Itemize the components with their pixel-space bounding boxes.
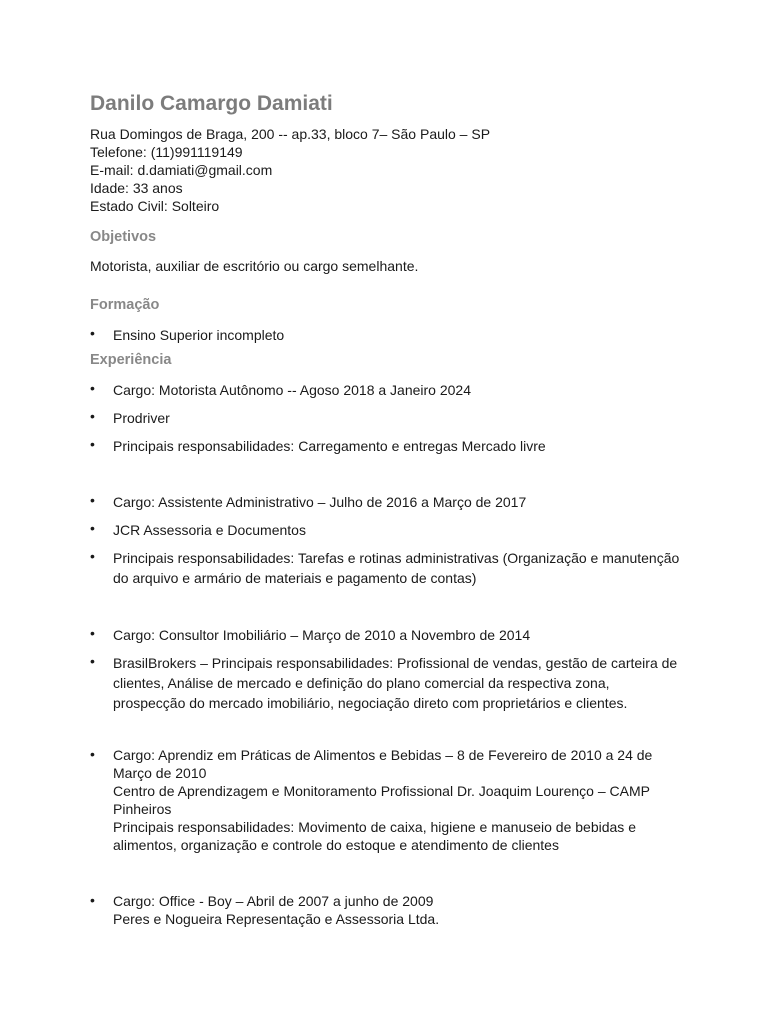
experience-block-aprendiz [113, 746, 680, 854]
aprendiz-company: Centro de Aprendizagem e Monitoramento Profissional Dr. Joaquim Lourenço – CAMP Pinheiros [113, 783, 650, 817]
list-item [90, 625, 680, 645]
bullet-icon: • [90, 436, 95, 452]
bullet-icon: • [90, 625, 95, 641]
list-item [90, 492, 680, 512]
bullet-icon: • [90, 325, 95, 341]
experience-item: Prodriver [113, 410, 170, 426]
aprendiz-role: Cargo: Aprendiz em Práticas de Alimentos e Bebidas – 8 de Fevereiro de 2010 a 24 de Março de 2010 [113, 747, 653, 781]
experience-block-office [113, 892, 680, 928]
civil-status-line: Estado Civil: Solteiro [90, 198, 220, 214]
list-item [90, 892, 680, 928]
contact-block [90, 125, 490, 215]
list-item [90, 325, 680, 345]
office-role: Cargo: Office - Boy – Abril de 2007 a junho de 2009 [113, 893, 434, 909]
list-item [90, 520, 680, 540]
section-title-experiencia: Experiência [90, 352, 172, 368]
candidate-name: Danilo Camargo Damiati [90, 92, 333, 115]
experience-item: Principais responsabilidades: Carregamento e entregas Mercado livre [113, 438, 546, 454]
experience-item: Cargo: Motorista Autônomo -- Agoso 2018 a Janeiro 2024 [113, 382, 471, 398]
list-item [90, 548, 680, 588]
bullet-icon: • [90, 548, 95, 564]
email-line: E-mail: d.damiati@gmail.com [90, 162, 273, 178]
address-line: Rua Domingos de Braga, 200 -- ap.33, bloco 7– São Paulo – SP [90, 126, 491, 142]
experience-item: Principais responsabilidades: Tarefas e rotinas administrativas (Organização e manutenção do arquivo e armário de materiais e pagamento de contas) [113, 550, 680, 586]
experience-item: JCR Assessoria e Documentos [113, 522, 306, 538]
experience-item: BrasilBrokers – Principais responsabilidades: Profissional de vendas, gestão de carteira de clientes, Análise de mercado e definição do plano comercial da respectiva zona, prospecção do mercado imobiliário, negociação direto com proprietários e clientes. [113, 655, 678, 711]
age-line: Idade: 33 anos [90, 180, 183, 196]
bullet-icon: • [90, 520, 95, 536]
office-company: Peres e Nogueira Representação e Assessoria Ltda. [113, 911, 440, 927]
phone-line: Telefone: (11)991119149 [90, 144, 243, 160]
experience-item: Cargo: Assistente Administrativo – Julho de 2016 a Março de 2017 [113, 494, 527, 510]
bullet-icon: • [90, 492, 95, 508]
bullet-icon: • [90, 746, 95, 762]
formacao-item: Ensino Superior incompleto [113, 327, 285, 343]
bullet-icon: • [90, 380, 95, 396]
experience-item: Cargo: Consultor Imobiliário – Março de 2010 a Novembro de 2014 [113, 627, 531, 643]
list-item [90, 436, 680, 456]
bullet-icon: • [90, 892, 95, 908]
bullet-icon: • [90, 408, 95, 424]
section-title-objetivos: Objetivos [90, 229, 157, 245]
list-item [90, 380, 680, 400]
section-title-formacao: Formação [90, 297, 160, 313]
list-item [90, 408, 680, 428]
list-item [90, 746, 680, 854]
objetivos-text: Motorista, auxiliar de escritório ou cargo semelhante. [90, 258, 419, 274]
aprendiz-responsibilities: Principais responsabilidades: Movimento de caixa, higiene e manuseio de bebidas e alimentos, organização e controle do estoque e atendimento de clientes [113, 819, 636, 853]
list-item [90, 653, 680, 713]
bullet-icon: • [90, 653, 95, 669]
